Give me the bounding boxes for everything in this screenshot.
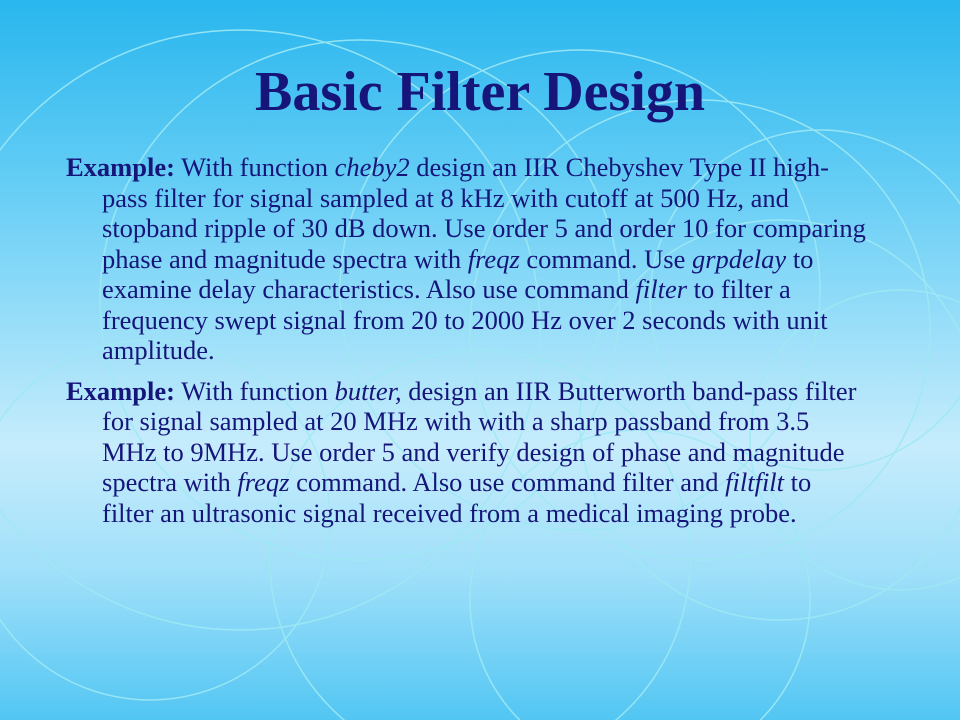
example2-text: design an IIR Butterworth band-pass filter for signal sampled at 20 MHz with with a sharp passband from 3.5 MHz to 9MHz. Use order 5 and verify design of phase and magnitude spectra with [102,375,857,497]
slide-title: Basic Filter Design [254,61,706,123]
function-butter: butter, [334,375,402,406]
example-paragraph-2 [66,376,866,529]
slide-body [66,152,866,538]
function-freqz: freqz [467,243,520,274]
example-label: Example: [66,152,175,182]
example1-text: design an IIR Chebyshev Type II high-pass filter for signal sampled at 8 kHz with cutoff at 500 Hz, and stopband ripple of 30 dB down. Use order 5 and order 10 for comparing phase and magnitude spectra with [102,152,866,274]
function-filtfilt: filtfilt [725,467,785,497]
example-paragraph-1 [66,152,866,366]
function-cheby2: cheby2 [334,152,410,182]
function-filter: filter [635,274,688,304]
function-freqz: freqz [237,467,290,497]
example2-text: to filter an ultrasonic signal received from a medical imaging probe. [102,467,812,528]
example1-text: command. Use [519,243,692,274]
example2-text: With function [181,375,335,406]
function-grpdelay: grpdelay [691,243,787,274]
example1-text: to examine delay characteristics. Also use command [102,243,814,304]
example1-text: to filter a frequency swept signal from 20 to 2000 Hz over 2 seconds with unit amplitude. [102,274,828,365]
example2-text: command. Also use command filter and [289,467,726,497]
example1-text: With function [181,152,335,182]
example-label: Example: [66,375,175,406]
